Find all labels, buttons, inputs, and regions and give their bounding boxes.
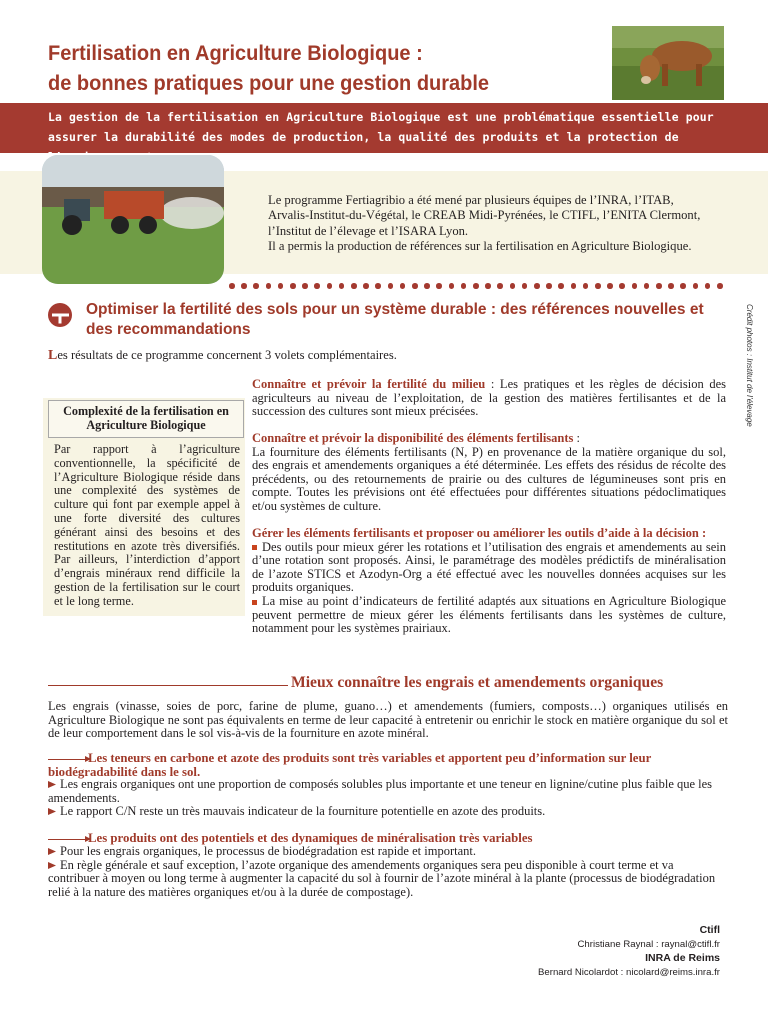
divider-dot — [461, 283, 467, 289]
list-item — [48, 805, 728, 819]
divider-dot — [510, 283, 516, 289]
list-item-text: En règle générale et sauf exception, l’azote organique des amendements organiques sera peu disponible à court terme et va contribuer à moyen ou long terme à augmenter la capacité du sol à fournir de l’azote minéral à la plante (processus de biodégradation relié à la nature des matières organiques et/ou à la durée de compostage). — [48, 857, 716, 899]
divider-dot — [412, 283, 418, 289]
square-bullet-icon — [252, 600, 257, 605]
contact-org-inra: INRA de Reims — [645, 952, 720, 964]
block-disponibilite-sep: : — [573, 431, 581, 445]
sidebar-body: Par rapport à l’agriculture conventionnelle, la spécificité de l’Agriculture Biologique réside dans une complexité des systèmes de culture qui font par exemple appel à une forte diversité des cultures générant ainsi des besoins et des restitutions en azote très diversifiés. Par ailleurs, l’interdiction d’apport d’engrais minéraux rend difficile la gestion de la fertilisation sur le court et le long terme. — [54, 442, 240, 608]
list-item-text: Le rapport C/N reste un très mauvais indicateur de la fourniture potentielle en azote des produits. — [60, 804, 546, 819]
block-outils-item — [252, 595, 726, 636]
divider-dot — [424, 283, 430, 289]
divider-dot — [693, 283, 699, 289]
divider-dot — [241, 283, 247, 289]
divider-dot — [705, 283, 711, 289]
pointer-icon — [48, 780, 57, 789]
list-item-text: Pour les engrais organiques, le processus de biodégradation est rapide et important. — [60, 844, 476, 858]
produits-list — [48, 845, 728, 899]
banner-text: La gestion de la fertilisation en Agriculture Biologique est une problématique essentielle pour assurer la durabilité des modes de production, la qualité des produits et la protection de — [48, 110, 714, 144]
dotted-divider — [229, 283, 729, 293]
divider-dot — [436, 283, 442, 289]
intro-text — [268, 193, 708, 255]
divider-dot — [253, 283, 259, 289]
arrow-icon — [48, 839, 88, 840]
cow-photo — [612, 26, 724, 100]
intro-paragraph-2: Il a permis la production de références sur la fertilisation en Agriculture Biologique. — [268, 239, 692, 254]
contact-nicolardot: Bernard Nicolardot : nicolard@reims.inra.fr — [538, 967, 720, 978]
pointer-icon — [48, 861, 57, 870]
divider-dot — [400, 283, 406, 289]
section-2-paragraph: Les engrais (vinasse, soies de porc, farine de plume, guano…) et amendements (fumiers, composts…) organiques utilisés en Agriculture Biologique ne sont pas équivalents en terme de leur capacité à entretenir ou enrichir le stock en matière organique du sol et de leur comportement dans le sol vis-à-vis de la fourniture en azote minéral. — [48, 699, 728, 741]
divider-dot — [278, 283, 284, 289]
pointer-icon — [48, 847, 57, 856]
divider-dot — [302, 283, 308, 289]
sidebar-title: Complexité de la fertilisation en Agriculture Biologique — [63, 404, 229, 432]
section-2-title: Mieux connaître les engrais et amendements organiques — [291, 674, 664, 691]
list-item — [48, 778, 728, 805]
divider-dot — [619, 283, 625, 289]
divider-dot — [229, 283, 235, 289]
divider-dot — [571, 283, 577, 289]
list-item — [48, 845, 728, 859]
divider-dot — [497, 283, 503, 289]
divider-dot — [680, 283, 686, 289]
block-disponibilite-body: La fourniture des éléments fertilisants (N, P) en provenance de la matière organique du sol, des engrais et amendements organiques a été déterminée. Les effets des résidus de récolte des précédents, ou des retournements de prairie ou des cultures de légumineuses sont pris en compte. Toutes les prévisions ont été effectuées pour différentes situations pédoclimatiques et/ou systèmes de culture. — [252, 444, 726, 513]
subhead-teneurs — [48, 751, 728, 779]
square-bullet-icon — [252, 545, 257, 550]
divider-dot — [388, 283, 394, 289]
block-outils-head: Gérer les éléments fertilisants et proposer ou améliorer les outils d’aide à la décision : — [252, 526, 707, 540]
block-outils — [252, 527, 726, 636]
divider-dot — [607, 283, 613, 289]
subhead-teneurs-text: Les teneurs en carbone et azote des produits sont très variables et apportent peu d’information sur leur biodégradabilité dans le sol. — [48, 751, 652, 779]
divider-dot — [339, 283, 345, 289]
block-outils-item-text: Des outils pour mieux gérer les rotations et l’utilisation des engrais et amendements au sein d’une rotation sont proposés. Ainsi, le paramétrage des modèles prédictifs de minéralisation de l’azote STICS et Azodyn-Org a été effectué avec les nouvelles données acquises sur les produits organiques. — [252, 539, 726, 595]
intro-paragraph-1: Le programme Fertiagribio a été mené par plusieurs équipes de l’INRA, l’ITAB, Arvalis-Institut-du-Végétal, le CREAB Midi-Pyrénées, le CTIFL, l’ENITA Clermont, l’Institut de l’élevage et l’ISARA Lyon. — [268, 193, 701, 238]
divider-dot — [558, 283, 564, 289]
section-1-title: Optimiser la fertilité des sols pour un système durable : des références nouvelles et des recommandations — [86, 301, 704, 338]
section-1-lead — [48, 348, 648, 364]
divider-dot — [327, 283, 333, 289]
divider-dot — [363, 283, 369, 289]
lead-text: es résultats de ce programme concernent 3 volets complémentaires. — [57, 348, 397, 362]
divider-dot — [375, 283, 381, 289]
teneurs-list — [48, 778, 728, 819]
contact-raynal: Christiane Raynal : raynal@ctifl.fr — [577, 939, 720, 950]
divider-dot — [717, 283, 723, 289]
block-fertilite-head: Connaître et prévoir la fertilité du milieu — [252, 377, 486, 391]
divider-dot — [266, 283, 272, 289]
tractor-photo — [42, 155, 224, 284]
title-line-2: de bonnes pratiques pour une gestion durable — [48, 71, 490, 95]
lead-initial: L — [48, 348, 58, 363]
list-item — [48, 859, 728, 900]
block-outils-item-text: La mise au point d’indicateurs de fertilité adaptés aux situations en Agriculture Biologique peuvent permettre de mieux gérer les éléments fertilisants dans les systèmes de culture, notamment pour les systèmes prairiaux. — [252, 593, 726, 636]
list-item-text: Les engrais organiques ont une proportion de composés solubles plus importante et une teneur en lignine/cutine plus faible que les amendements. — [48, 777, 713, 805]
block-fertilite — [252, 378, 726, 419]
pointer-icon — [48, 807, 57, 816]
block-disponibilite-head: Connaître et prévoir la disponibilité des éléments fertilisants — [252, 431, 574, 445]
divider-dot — [632, 283, 638, 289]
contact-org-ctifl: Ctifl — [699, 924, 720, 936]
subhead-produits — [48, 831, 728, 845]
page-title — [48, 38, 550, 98]
block-fertilite-body: : Les pratiques et les règles de décision des agriculteurs au niveau de l’exploitation, de la gestion des matières fertilisantes et de la succession des cultures sont mieux précisées. — [252, 377, 726, 419]
block-outils-item — [252, 541, 726, 595]
divider-dot — [449, 283, 455, 289]
divider-dot — [534, 283, 540, 289]
photo-credit: Crédit photos : Institut de l’élevage — [745, 304, 754, 427]
divider-dot — [644, 283, 650, 289]
section-bullet-icon — [47, 302, 73, 328]
subhead-produits-text: Les produits ont des potentiels et des dynamiques de minéralisation très variables — [88, 831, 533, 845]
divider-dot — [522, 283, 528, 289]
divider-dot — [485, 283, 491, 289]
divider-dot — [290, 283, 296, 289]
title-line-1: Fertilisation en Agriculture Biologique : — [48, 41, 423, 65]
block-disponibilite — [252, 432, 726, 514]
divider-dot — [656, 283, 662, 289]
divider-dot — [351, 283, 357, 289]
section-2-rule — [48, 685, 288, 686]
divider-dot — [314, 283, 320, 289]
divider-dot — [546, 283, 552, 289]
divider-dot — [595, 283, 601, 289]
divider-dot — [668, 283, 674, 289]
divider-dot — [473, 283, 479, 289]
divider-dot — [583, 283, 589, 289]
arrow-icon — [48, 759, 88, 760]
